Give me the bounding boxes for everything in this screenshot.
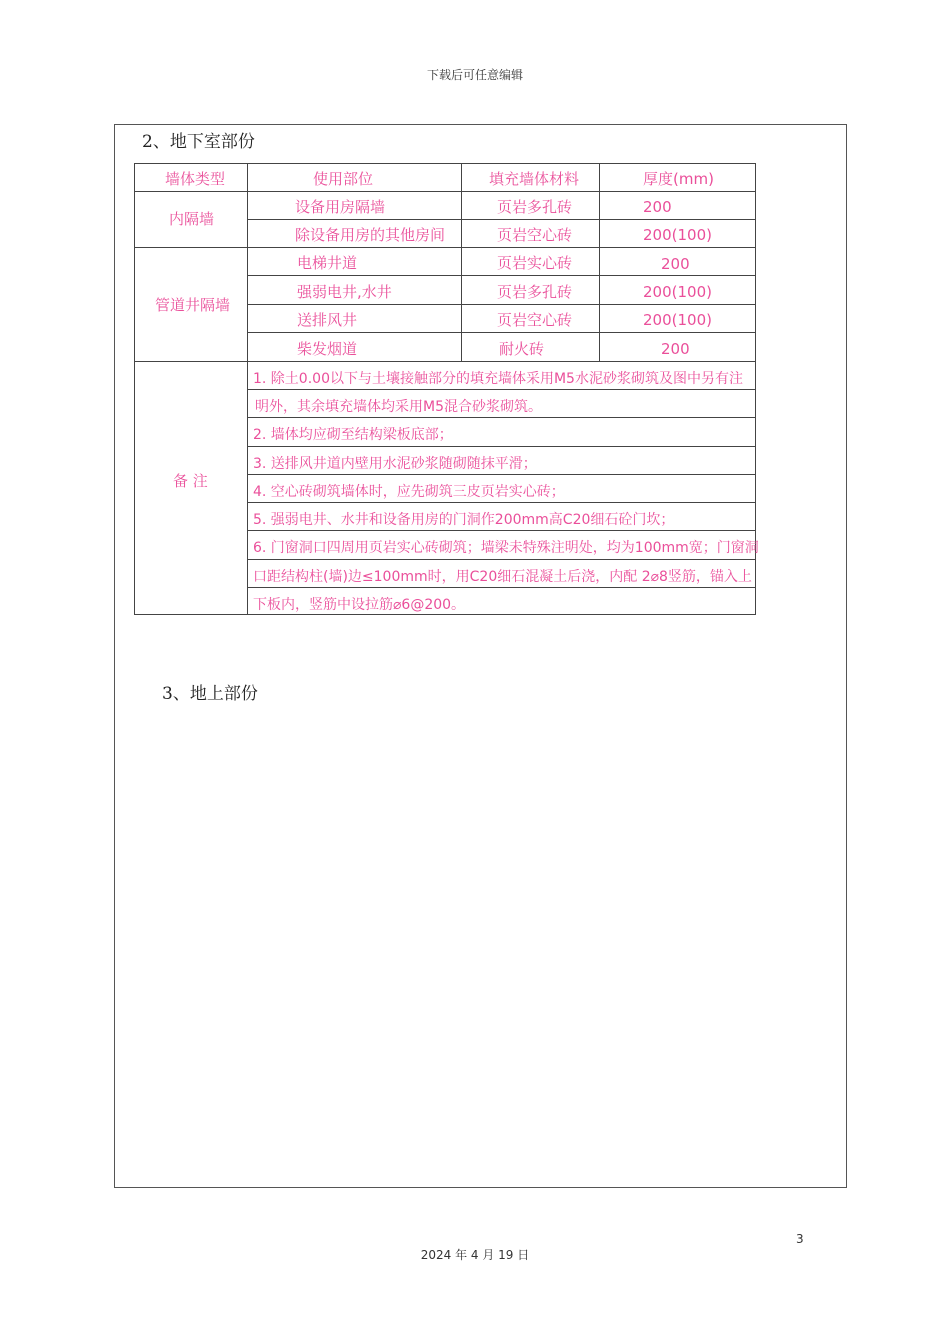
header-wall-type: 墙体类型 — [165, 170, 226, 188]
table-cell: 200(100) — [643, 226, 712, 244]
wall-type-label: 管道井隔墙 — [155, 296, 231, 314]
table-line — [461, 164, 462, 361]
table-cell: 耐火砖 — [499, 340, 545, 358]
table-cell: 强弱电井,水井 — [297, 283, 392, 301]
table-line — [248, 502, 755, 503]
table-line — [248, 332, 755, 333]
table-line — [135, 191, 755, 192]
table-line — [248, 474, 755, 475]
table-line — [248, 559, 755, 560]
table-line — [248, 275, 755, 276]
table-line — [248, 446, 755, 447]
table-cell: 页岩多孔砖 — [497, 283, 573, 301]
note-line: 3. 送排风井道内壁用水泥砂浆随砌随抹平滑； — [253, 456, 537, 472]
table-cell: 柴发烟道 — [297, 340, 358, 358]
table-line — [248, 389, 755, 390]
table-line — [247, 164, 248, 614]
table-cell: 电梯井道 — [297, 254, 358, 272]
note-line: 4. 空心砖砌筑墙体时，应先砌筑三皮页岩实心砖； — [253, 484, 565, 500]
table-cell: 送排风井 — [297, 311, 358, 329]
header-location: 使用部位 — [313, 170, 374, 188]
table-cell: 200(100) — [643, 283, 712, 301]
header-material: 填充墙体材料 — [489, 170, 580, 188]
table-cell: 除设备用房的其他房间 — [295, 226, 446, 244]
note-line: 口距结构柱(墙)边≤100mm时，用C20细石混凝土后浇，内配 2⌀8竖筋，锚入上 — [253, 569, 752, 585]
header-note: 下载后可任意编辑 — [426, 68, 523, 82]
table-line — [135, 247, 755, 248]
note-line: 6. 门窗洞口四周用页岩实心砖砌筑；墙梁未特殊注明处，均为100mm宽；门窗洞 — [253, 540, 759, 556]
notes-label: 备 注 — [173, 472, 208, 490]
section-3-title: 3、地上部份 — [162, 684, 258, 704]
note-line: 2. 墙体均应砌至结构梁板底部； — [253, 427, 453, 443]
table-cell: 200 — [643, 198, 672, 216]
table-line — [248, 530, 755, 531]
table-cell: 页岩空心砖 — [497, 226, 573, 244]
section-2-title: 2、地下室部份 — [142, 132, 255, 152]
header-thickness: 厚度(mm) — [643, 170, 714, 188]
note-line: 明外，其余填充墙体均采用M5混合砂浆砌筑。 — [255, 399, 542, 415]
table-cell: 页岩多孔砖 — [497, 198, 573, 216]
table-line — [248, 587, 755, 588]
table-cell: 页岩实心砖 — [497, 254, 573, 272]
table-line — [248, 417, 755, 418]
footer-date: 2024 年 4 月 19 日 — [420, 1248, 530, 1262]
table-line — [248, 219, 755, 220]
note-line: 5. 强弱电井、水井和设备用房的门洞作200mm高C20细石砼门坎； — [253, 512, 675, 528]
wall-type-label: 内隔墙 — [169, 210, 215, 228]
table-line — [248, 304, 755, 305]
wall-material-table — [134, 163, 759, 615]
note-line: 1. 除土0.00以下与土壤接触部分的填充墙体采用M5水泥砂浆砌筑及图中另有注 — [253, 371, 743, 387]
table-cell: 200 — [661, 255, 690, 273]
page-number: 3 — [796, 1232, 804, 1246]
note-line: 下板内，竖筋中设拉筋⌀6@200。 — [253, 597, 466, 613]
table-line — [135, 361, 755, 362]
table-cell: 200(100) — [643, 311, 712, 329]
table-cell: 200 — [661, 340, 690, 358]
table-cell: 设备用房隔墙 — [295, 198, 386, 216]
table-line — [599, 164, 600, 361]
table-cell: 页岩空心砖 — [497, 311, 573, 329]
